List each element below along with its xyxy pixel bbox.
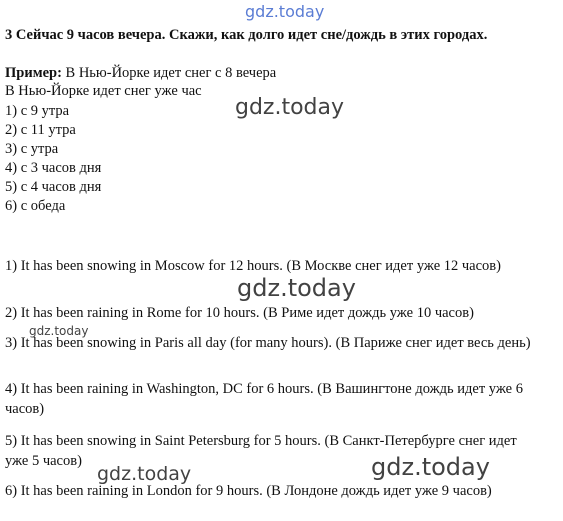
option-item: 3) с утра <box>5 141 59 157</box>
option-item: 4) с 3 часов дня <box>5 160 102 176</box>
example-line <box>5 64 276 83</box>
watermark-top: gdz.today <box>245 2 325 21</box>
watermark-1: gdz.today <box>235 95 345 120</box>
answer-item: 2) It has been raining in Rome for 10 hours. (В Риме идет дождь уже 10 часов) <box>5 305 474 321</box>
watermark-2: gdz.today <box>237 274 356 302</box>
option-item: 1) с 9 утра <box>5 103 70 119</box>
watermark-3: gdz.today <box>29 324 89 338</box>
option-item: 5) с 4 часов дня <box>5 179 102 195</box>
answer-item: 5) It has been snowing in Saint Petersburg for 5 hours. (В Санкт-Петербурге снег идет уже 5 часов) <box>5 433 517 469</box>
example-label: Пример: <box>5 65 62 81</box>
watermark-4: gdz.today <box>371 453 490 481</box>
option-item: 2) с 11 утра <box>5 122 76 138</box>
watermark-5: gdz.today <box>97 463 192 485</box>
answer-item: 6) It has been raining in London for 9 hours. (В Лондоне дождь идет уже 9 часов) <box>5 483 492 499</box>
option-item: 6) с обеда <box>5 198 66 214</box>
answer-item: 1) It has been snowing in Moscow for 12 hours. (В Москве снег идет уже 12 часов) <box>5 258 501 274</box>
answer-item: 3) It has been snowing in Paris all day (for many hours). (В Париже снег идет весь день) <box>5 335 531 351</box>
task-heading: 3 Сейчас 9 часов вечера. Скажи, как долго идет сне/дождь в этих городах. <box>5 27 488 43</box>
example-answer: В Нью-Йорке идет снег уже час <box>5 83 202 99</box>
example-text: В Нью-Йорке идет снег с 8 вечера <box>61 65 277 81</box>
answer-item: 4) It has been raining in Washington, DC for 6 hours. (В Вашингтоне дождь идет уже 6 часов) <box>5 381 523 417</box>
